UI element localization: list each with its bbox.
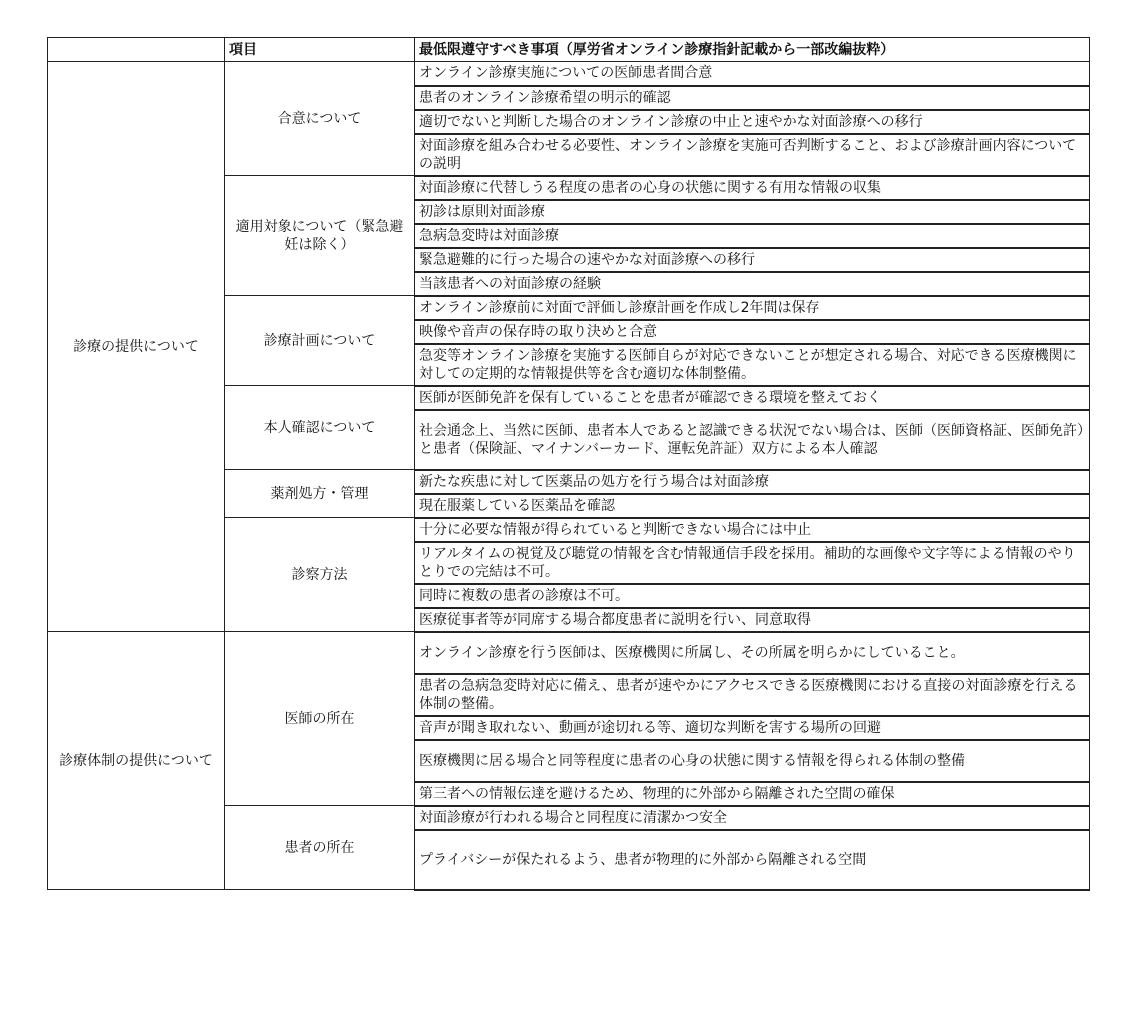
requirement-cell: 初診は原則対面診療 [415,200,1090,224]
table-row [48,632,1090,674]
requirement-cell: 急病急変時は対面診療 [415,224,1090,248]
requirement-cell: 十分に必要な情報が得られていると判断できない場合には中止 [415,518,1090,542]
requirement-cell: オンライン診療を行う医師は、医療機関に所属し、その所属を明らかにしていること。 [415,632,1090,674]
item-cell: 診療計画について [225,296,415,386]
header-cell-requirements: 最低限遵守すべき事項（厚労省オンライン診療指針記載から一部改編抜粋） [415,38,1090,62]
header-cell-blank [48,38,225,62]
requirement-cell: 医療従事者等が同席する場合都度患者に説明を行い、同意取得 [415,608,1090,632]
item-cell: 適用対象について（緊急避妊は除く） [225,176,415,296]
header-cell-item: 項目 [225,38,415,62]
requirement-cell: 急変等オンライン診療を実施する医師自らが対応できないことが想定される場合、対応できる医療機関に対しての定期的な情報提供等を含む適切な体制整備。 [415,344,1090,386]
requirement-cell: 映像や音声の保存時の取り決めと合意 [415,320,1090,344]
item-cell: 医師の所在 [225,632,415,806]
requirement-cell: 同時に複数の患者の診療は不可。 [415,584,1090,608]
requirement-cell: 患者の急病急変時対応に備え、患者が速やかにアクセスできる医療機関における直接の対面診療を行える体制の整備。 [415,674,1090,716]
requirement-cell: オンライン診療前に対面で評価し診療計画を作成し2年間は保存 [415,296,1090,320]
table-body [48,38,1090,890]
requirement-cell: オンライン診療実施についての医師患者間合意 [415,62,1090,86]
requirement-cell: 現在服薬している医薬品を確認 [415,494,1090,518]
requirement-cell: プライバシーが保たれるよう、患者が物理的に外部から隔離される空間 [415,830,1090,890]
requirements-table [47,37,1090,891]
requirement-cell: 医療機関に居る場合と同等程度に患者の心身の状態に関する情報を得られる体制の整備 [415,740,1090,782]
table-row [48,62,1090,86]
requirement-cell: 第三者への情報伝達を避けるため、物理的に外部から隔離された空間の確保 [415,782,1090,806]
requirement-cell: 緊急避難的に行った場合の速やかな対面診療への移行 [415,248,1090,272]
category-cell: 診療体制の提供について [48,632,225,890]
category-cell: 診療の提供について [48,62,225,632]
requirement-cell: 音声が聞き取れない、動画が途切れる等、適切な判断を害する場所の回避 [415,716,1090,740]
item-cell: 薬剤処方・管理 [225,470,415,518]
requirement-cell: リアルタイムの視覚及び聴覚の情報を含む情報通信手段を採用。補助的な画像や文字等による情報のやりとりでの完結は不可。 [415,542,1090,584]
item-cell: 患者の所在 [225,806,415,890]
item-cell: 本人確認について [225,386,415,470]
requirement-cell: 対面診療を組み合わせる必要性、オンライン診療を実施可否判断すること、および診療計画内容についての説明 [415,134,1090,176]
requirement-cell: 社会通念上、当然に医師、患者本人であると認識できる状況でない場合は、医師（医師資格証、医師免許）と患者（保険証、マイナンバーカード、運転免許証）双方による本人確認 [415,410,1090,470]
item-cell: 診察方法 [225,518,415,632]
requirement-cell: 患者のオンライン診療希望の明示的確認 [415,86,1090,110]
requirement-cell: 医師が医師免許を保有していることを患者が確認できる環境を整えておく [415,386,1090,410]
requirement-cell: 当該患者への対面診療の経験 [415,272,1090,296]
header-row [48,38,1090,62]
item-cell: 合意について [225,62,415,176]
requirement-cell: 対面診療が行われる場合と同程度に清潔かつ安全 [415,806,1090,830]
requirement-cell: 対面診療に代替しうる程度の患者の心身の状態に関する有用な情報の収集 [415,176,1090,200]
requirement-cell: 新たな疾患に対して医薬品の処方を行う場合は対面診療 [415,470,1090,494]
requirement-cell: 適切でないと判断した場合のオンライン診療の中止と速やかな対面診療への移行 [415,110,1090,134]
